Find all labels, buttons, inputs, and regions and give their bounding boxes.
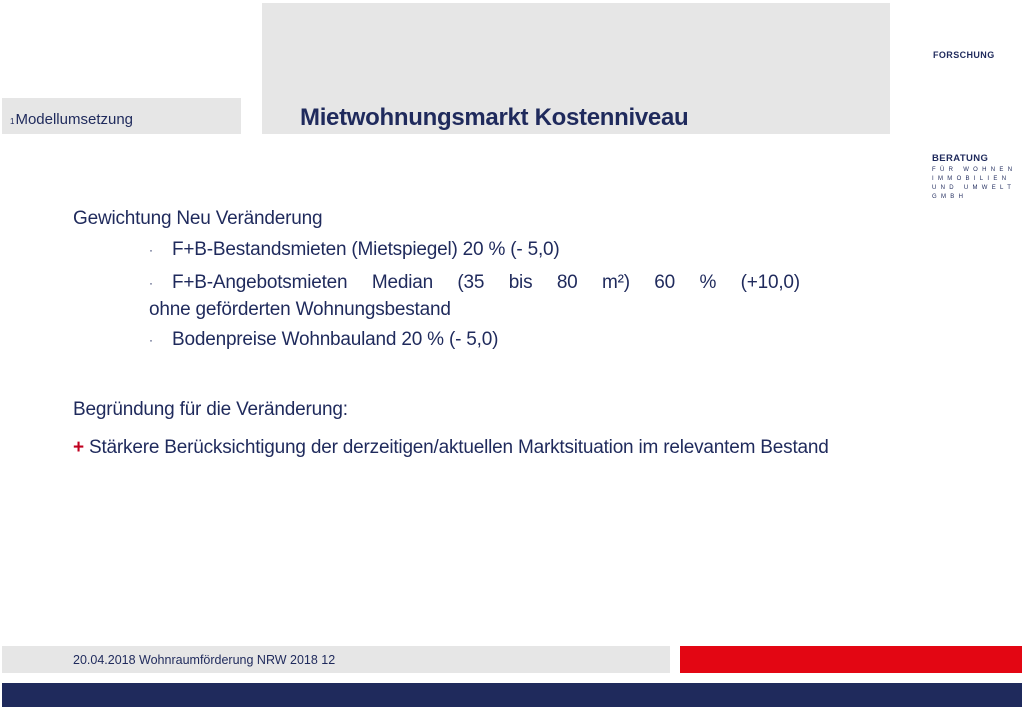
footer-navy-bar: [2, 683, 1022, 707]
logo-main-label: BERATUNG: [932, 153, 989, 164]
logo-line: GMBH: [932, 194, 968, 200]
section-label-text: Modellumsetzung: [15, 111, 134, 128]
bullet-word: (35: [457, 272, 485, 293]
bullet-word: 60: [654, 272, 676, 293]
slide-title: Mietwohnungsmarkt Kostenniveau: [300, 104, 689, 131]
bullet-word: %: [699, 272, 717, 293]
bullet-dot: ·: [149, 333, 153, 347]
bullet-item: F+B-Bestandsmieten (Mietspiegel) 20 % (- 5,0): [172, 239, 560, 260]
bullet-word: F+B-Angebotsmieten: [172, 272, 348, 293]
bullet-dot: ·: [149, 276, 153, 290]
bullet-word: m²): [601, 272, 630, 293]
footer-text: 20.04.2018 Wohnraumförderung NRW 2018 12: [73, 653, 336, 667]
plus-icon: +: [73, 437, 84, 458]
section-label: [10, 111, 133, 128]
bullet-item: Bodenpreise Wohnbauland 20 % (- 5,0): [172, 329, 499, 350]
reason-text: Stärkere Berücksichtigung der derzeitigen/aktuellen Marktsituation im relevantem Bestand: [89, 437, 829, 458]
logo-top-label: FORSCHUNG: [933, 50, 995, 60]
weighting-heading: Gewichtung Neu Veränderung: [73, 208, 323, 229]
bullet-continuation: ohne geförderten Wohnungsbestand: [149, 299, 451, 320]
bullet-dot: ·: [149, 243, 153, 257]
logo-line: IMMOBILIEN: [932, 176, 1011, 182]
logo-line: UND UMWELT: [932, 185, 1016, 191]
bullet-item-justified: [172, 272, 800, 294]
section-prefix: 1: [10, 117, 15, 126]
bullet-word: (+10,0): [740, 272, 800, 293]
footer-red-bar: [680, 646, 1022, 673]
bullet-word: Median: [371, 272, 433, 293]
logo-line: FÜR WOHNEN: [932, 167, 1017, 173]
reasoning-heading: Begründung für die Veränderung:: [73, 399, 348, 420]
bullet-word: 80: [556, 272, 578, 293]
reason-line: [73, 437, 829, 459]
bullet-word: bis: [508, 272, 533, 293]
